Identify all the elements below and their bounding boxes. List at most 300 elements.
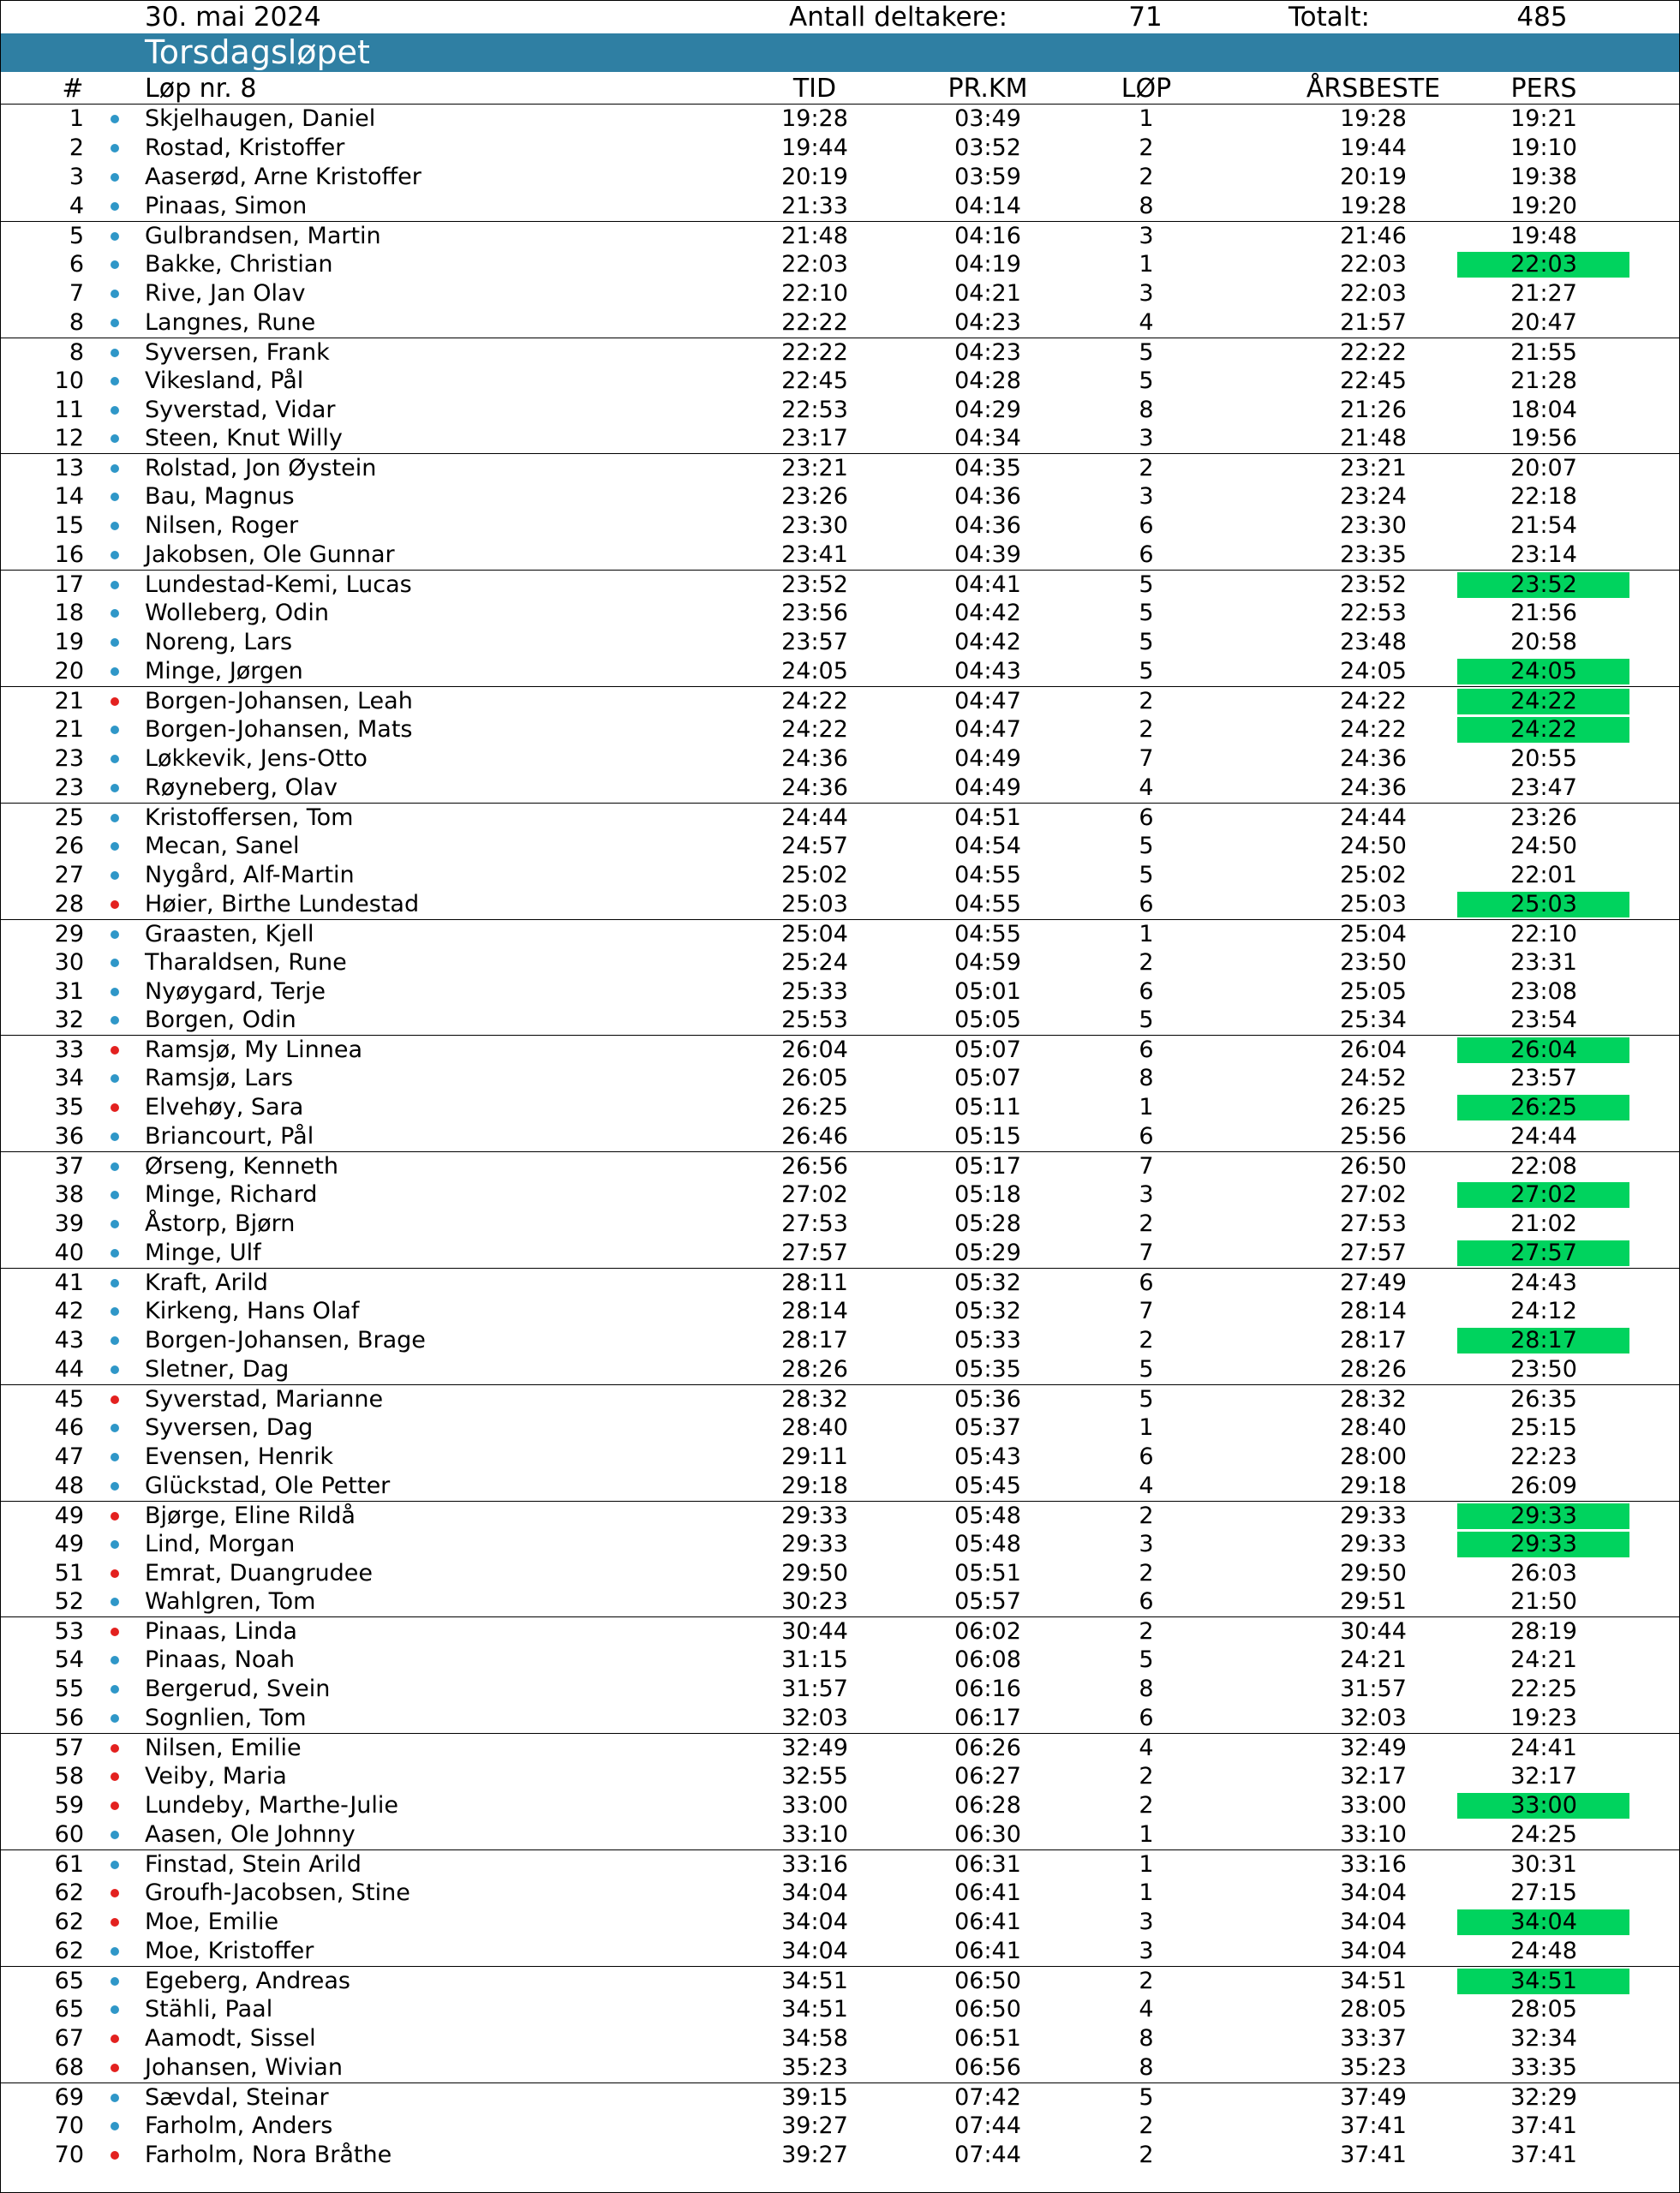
personal-best-cell: 27:57 <box>1510 1240 1577 1267</box>
table-row <box>1 1501 1679 1530</box>
personal-best-cell: 23:54 <box>1510 1007 1577 1034</box>
season-best-cell: 29:51 <box>1340 1588 1407 1616</box>
season-best-cell: 23:52 <box>1340 571 1407 599</box>
time-cell: 23:56 <box>781 600 848 627</box>
table-row <box>1 105 1679 134</box>
pace-cell: 04:47 <box>954 688 1021 714</box>
personal-best-cell: 19:20 <box>1510 192 1577 219</box>
time-cell: 23:21 <box>781 455 848 482</box>
runs-cell: 3 <box>1139 1937 1154 1964</box>
season-best-cell: 28:32 <box>1340 1385 1407 1413</box>
rank-cell: 47 <box>54 1443 84 1470</box>
time-cell: 34:04 <box>781 1937 848 1964</box>
table-row <box>1 453 1679 482</box>
rank-cell: 8 <box>69 338 84 366</box>
female-dot-icon <box>111 1569 119 1578</box>
male-dot-icon <box>111 842 119 851</box>
female-dot-icon <box>111 1918 119 1927</box>
rank-cell: 17 <box>54 571 84 599</box>
pace-cell: 06:56 <box>954 2053 1021 2081</box>
name-cell: Nilsen, Emilie <box>145 1735 302 1762</box>
rank-cell: 42 <box>54 1297 84 1324</box>
male-dot-icon <box>111 1424 119 1432</box>
pace-cell: 06:27 <box>954 1763 1021 1790</box>
name-cell: Rolstad, Jon Øystein <box>145 455 377 482</box>
personal-best-cell: 33:00 <box>1510 1792 1577 1820</box>
table-row <box>1 250 1679 279</box>
rank-cell: 8 <box>69 308 84 336</box>
season-best-cell: 23:48 <box>1340 629 1407 656</box>
rank-cell: 41 <box>54 1270 84 1296</box>
runs-cell: 6 <box>1139 1705 1154 1732</box>
runs-cell: 3 <box>1139 1181 1154 1209</box>
table-row <box>1 948 1679 977</box>
name-cell: Farholm, Nora Bråthe <box>145 2141 392 2168</box>
time-cell: 28:17 <box>781 1326 848 1353</box>
pace-cell: 04:49 <box>954 774 1021 801</box>
personal-best-cell: 23:50 <box>1510 1355 1577 1383</box>
rank-cell: 1 <box>69 105 84 132</box>
personal-best-cell: 24:25 <box>1510 1821 1577 1849</box>
personal-best-cell: 23:52 <box>1510 571 1577 599</box>
season-best-cell: 19:44 <box>1340 134 1407 161</box>
season-best-cell: 20:19 <box>1340 163 1407 190</box>
season-best-cell: 23:30 <box>1340 512 1407 540</box>
time-cell: 34:58 <box>781 2024 848 2052</box>
pace-cell: 05:11 <box>954 1094 1021 1121</box>
time-cell: 34:04 <box>781 1879 848 1906</box>
participants-count: 71 <box>1128 2 1163 33</box>
total-count: 485 <box>1516 2 1568 33</box>
pace-cell: 06:50 <box>954 1967 1021 1994</box>
male-dot-icon <box>111 959 119 967</box>
pace-cell: 06:30 <box>954 1821 1021 1849</box>
pace-cell: 05:29 <box>954 1240 1021 1267</box>
name-cell: Vikesland, Pål <box>145 367 304 394</box>
rank-cell: 45 <box>54 1385 84 1413</box>
name-cell: Noreng, Lars <box>145 629 293 656</box>
personal-best-cell: 27:02 <box>1510 1181 1577 1209</box>
male-dot-icon <box>111 1540 119 1549</box>
season-best-cell: 22:45 <box>1340 367 1407 394</box>
name-cell: Farholm, Anders <box>145 2112 333 2139</box>
runs-cell: 2 <box>1139 1502 1154 1529</box>
male-dot-icon <box>111 1482 119 1491</box>
male-dot-icon <box>111 1453 119 1461</box>
personal-best-cell: 28:19 <box>1510 1618 1577 1646</box>
runs-cell: 5 <box>1139 1007 1154 1034</box>
name-cell: Wolleberg, Odin <box>145 600 329 627</box>
personal-best-cell: 24:12 <box>1510 1297 1577 1324</box>
name-cell: Lundestad-Kemi, Lucas <box>145 571 412 599</box>
name-cell: Syverstad, Marianne <box>145 1385 384 1413</box>
table-row <box>1 221 1679 250</box>
male-dot-icon <box>111 1714 119 1723</box>
time-cell: 22:10 <box>781 279 848 307</box>
female-dot-icon <box>111 697 119 706</box>
runs-cell: 2 <box>1139 1792 1154 1820</box>
female-dot-icon <box>111 1628 119 1636</box>
table-row <box>1 163 1679 192</box>
pace-cell: 05:05 <box>954 1007 1021 1034</box>
name-cell: Wahlgren, Tom <box>145 1588 316 1616</box>
season-best-cell: 32:03 <box>1340 1705 1407 1732</box>
season-best-cell: 27:02 <box>1340 1181 1407 1209</box>
table-row <box>1 1530 1679 1559</box>
table-row <box>1 1995 1679 2024</box>
time-cell: 33:00 <box>781 1792 848 1820</box>
personal-best-cell: 34:04 <box>1510 1908 1577 1935</box>
male-dot-icon <box>111 638 119 647</box>
season-best-cell: 21:57 <box>1340 308 1407 336</box>
pace-cell: 05:33 <box>954 1326 1021 1353</box>
runs-cell: 1 <box>1139 1094 1154 1121</box>
female-dot-icon <box>111 1744 119 1753</box>
name-cell: Rostad, Kristoffer <box>145 134 345 161</box>
runs-cell: 2 <box>1139 1967 1154 1994</box>
pace-cell: 05:01 <box>954 977 1021 1005</box>
time-cell: 35:23 <box>781 2053 848 2081</box>
name-cell: Borgen-Johansen, Brage <box>145 1326 426 1353</box>
female-dot-icon <box>111 2151 119 2160</box>
pace-cell: 04:47 <box>954 715 1021 743</box>
pace-cell: 04:42 <box>954 600 1021 627</box>
name-cell: Moe, Emilie <box>145 1908 279 1935</box>
personal-best-cell: 23:47 <box>1510 774 1577 801</box>
rank-cell: 13 <box>54 455 84 482</box>
rank-cell: 49 <box>54 1530 84 1557</box>
table-row <box>1 744 1679 774</box>
male-dot-icon <box>111 144 119 152</box>
rank-cell: 36 <box>54 1123 84 1150</box>
runs-cell: 8 <box>1139 396 1154 423</box>
pace-cell: 04:28 <box>954 367 1021 394</box>
male-dot-icon <box>111 726 119 734</box>
time-cell: 23:52 <box>781 571 848 599</box>
table-header <box>1 72 1679 105</box>
season-best-cell: 27:57 <box>1340 1240 1407 1267</box>
rank-cell: 18 <box>54 600 84 627</box>
pace-cell: 05:35 <box>954 1355 1021 1383</box>
name-cell: Minge, Jørgen <box>145 658 303 685</box>
pace-cell: 04:29 <box>954 396 1021 423</box>
name-cell: Åstorp, Bjørn <box>145 1210 296 1238</box>
personal-best-cell: 26:09 <box>1510 1472 1577 1499</box>
female-dot-icon <box>111 1395 119 1404</box>
rank-cell: 10 <box>54 367 84 394</box>
personal-best-cell: 20:55 <box>1510 744 1577 772</box>
header-runs: LØP <box>1121 74 1172 104</box>
season-best-cell: 29:33 <box>1340 1530 1407 1557</box>
season-best-cell: 23:50 <box>1340 948 1407 976</box>
male-dot-icon <box>111 1016 119 1025</box>
rank-cell: 53 <box>54 1618 84 1646</box>
season-best-cell: 22:53 <box>1340 600 1407 627</box>
rank-cell: 39 <box>54 1210 84 1238</box>
runs-cell: 6 <box>1139 1123 1154 1150</box>
male-dot-icon <box>111 1191 119 1199</box>
male-dot-icon <box>111 930 119 939</box>
female-dot-icon <box>111 900 119 909</box>
pace-cell: 04:35 <box>954 455 1021 482</box>
name-cell: Skjelhaugen, Daniel <box>145 105 376 132</box>
rank-cell: 62 <box>54 1937 84 1964</box>
season-best-cell: 27:53 <box>1340 1210 1407 1238</box>
time-cell: 25:33 <box>781 977 848 1005</box>
personal-best-cell: 19:21 <box>1510 105 1577 132</box>
rank-cell: 12 <box>54 425 84 452</box>
total-label: Totalt: <box>1288 2 1370 33</box>
season-best-cell: 28:05 <box>1340 1995 1407 2023</box>
personal-best-cell: 24:21 <box>1510 1646 1577 1674</box>
name-cell: Borgen-Johansen, Leah <box>145 688 413 714</box>
name-cell: Stähli, Paal <box>145 1995 273 2023</box>
female-dot-icon <box>111 1512 119 1521</box>
runs-cell: 2 <box>1139 1559 1154 1586</box>
runs-cell: 8 <box>1139 192 1154 219</box>
male-dot-icon <box>111 377 119 385</box>
male-dot-icon <box>111 1279 119 1288</box>
name-cell: Syverstad, Vidar <box>145 396 336 423</box>
pace-cell: 07:44 <box>954 2112 1021 2139</box>
runs-cell: 6 <box>1139 1588 1154 1616</box>
time-cell: 28:32 <box>781 1385 848 1413</box>
season-best-cell: 26:25 <box>1340 1094 1407 1121</box>
season-best-cell: 24:50 <box>1340 832 1407 859</box>
rank-cell: 55 <box>54 1676 84 1703</box>
time-cell: 29:11 <box>781 1443 848 1470</box>
season-best-cell: 26:04 <box>1340 1037 1407 1064</box>
personal-best-cell: 22:18 <box>1510 483 1577 511</box>
pace-cell: 06:31 <box>954 1851 1021 1878</box>
name-cell: Syversen, Dag <box>145 1413 314 1441</box>
rank-cell: 44 <box>54 1355 84 1383</box>
rank-cell: 52 <box>54 1588 84 1616</box>
season-best-cell: 33:16 <box>1340 1851 1407 1878</box>
season-best-cell: 19:28 <box>1340 105 1407 132</box>
pace-cell: 05:18 <box>954 1181 1021 1209</box>
season-best-cell: 24:22 <box>1340 688 1407 714</box>
pace-cell: 05:48 <box>954 1502 1021 1529</box>
personal-best-cell: 21:27 <box>1510 279 1577 307</box>
pace-cell: 04:14 <box>954 192 1021 219</box>
male-dot-icon <box>111 1074 119 1083</box>
rank-cell: 27 <box>54 861 84 888</box>
time-cell: 32:55 <box>781 1763 848 1790</box>
rank-cell: 65 <box>54 1995 84 2023</box>
male-dot-icon <box>111 871 119 880</box>
personal-best-cell: 24:43 <box>1510 1270 1577 1296</box>
male-dot-icon <box>111 1336 119 1345</box>
table-row <box>1 1035 1679 1064</box>
time-cell: 27:57 <box>781 1240 848 1267</box>
name-cell: Nyøygard, Terje <box>145 977 326 1005</box>
season-best-cell: 29:50 <box>1340 1559 1407 1586</box>
name-cell: Lind, Morgan <box>145 1530 296 1557</box>
personal-best-cell: 23:26 <box>1510 804 1577 831</box>
pace-cell: 03:52 <box>954 134 1021 161</box>
runs-cell: 1 <box>1139 920 1154 947</box>
runs-cell: 5 <box>1139 1385 1154 1413</box>
personal-best-cell: 26:03 <box>1510 1559 1577 1586</box>
table-row <box>1 1849 1679 1879</box>
season-best-cell: 28:26 <box>1340 1355 1407 1383</box>
personal-best-cell: 34:51 <box>1510 1967 1577 1994</box>
runs-cell: 6 <box>1139 890 1154 917</box>
name-cell: Moe, Kristoffer <box>145 1937 314 1964</box>
rank-cell: 68 <box>54 2053 84 2081</box>
male-dot-icon <box>111 1365 119 1374</box>
header-rank: # <box>62 74 84 104</box>
rank-cell: 3 <box>69 163 84 190</box>
personal-best-cell: 20:58 <box>1510 629 1577 656</box>
table-row <box>1 1443 1679 1472</box>
female-dot-icon <box>111 2035 119 2043</box>
table-row <box>1 1733 1679 1762</box>
personal-best-cell: 24:44 <box>1510 1123 1577 1150</box>
table-row <box>1 1006 1679 1035</box>
name-cell: Finstad, Stein Arild <box>145 1851 362 1878</box>
male-dot-icon <box>111 581 119 589</box>
rank-cell: 62 <box>54 1908 84 1935</box>
personal-best-cell: 22:08 <box>1510 1153 1577 1180</box>
pace-cell: 04:49 <box>954 744 1021 772</box>
male-dot-icon <box>111 319 119 327</box>
time-cell: 29:33 <box>781 1502 848 1529</box>
personal-best-cell: 22:03 <box>1510 250 1577 278</box>
pace-cell: 04:59 <box>954 948 1021 976</box>
male-dot-icon <box>111 115 119 123</box>
time-cell: 24:36 <box>781 744 848 772</box>
table-row <box>1 1966 1679 1995</box>
time-cell: 22:03 <box>781 250 848 278</box>
pace-cell: 05:15 <box>954 1123 1021 1150</box>
table-row <box>1 1587 1679 1616</box>
name-cell: Egeberg, Andreas <box>145 1967 350 1994</box>
rank-cell: 60 <box>54 1821 84 1849</box>
runs-cell: 6 <box>1139 1443 1154 1470</box>
male-dot-icon <box>111 349 119 357</box>
time-cell: 28:40 <box>781 1413 848 1441</box>
time-cell: 39:27 <box>781 2112 848 2139</box>
pace-cell: 05:17 <box>954 1153 1021 1180</box>
runs-cell: 6 <box>1139 1037 1154 1064</box>
runs-cell: 2 <box>1139 134 1154 161</box>
rank-cell: 6 <box>69 250 84 278</box>
runs-cell: 2 <box>1139 1618 1154 1646</box>
season-best-cell: 24:36 <box>1340 744 1407 772</box>
personal-best-cell: 19:48 <box>1510 222 1577 249</box>
name-cell: Tharaldsen, Rune <box>145 948 347 976</box>
runs-cell: 5 <box>1139 658 1154 685</box>
runs-cell: 3 <box>1139 483 1154 511</box>
runs-cell: 2 <box>1139 715 1154 743</box>
season-best-cell: 24:22 <box>1340 715 1407 743</box>
personal-best-cell: 32:34 <box>1510 2024 1577 2052</box>
season-best-cell: 29:18 <box>1340 1472 1407 1499</box>
personal-best-cell: 25:15 <box>1510 1413 1577 1441</box>
season-best-cell: 33:37 <box>1340 2024 1407 2052</box>
time-cell: 29:33 <box>781 1530 848 1557</box>
season-best-cell: 23:24 <box>1340 483 1407 511</box>
rank-cell: 23 <box>54 744 84 772</box>
rank-cell: 49 <box>54 1502 84 1529</box>
pace-cell: 04:55 <box>954 861 1021 888</box>
season-best-cell: 34:04 <box>1340 1879 1407 1906</box>
table-row <box>1 367 1679 396</box>
runs-cell: 4 <box>1139 1472 1154 1499</box>
personal-best-cell: 21:50 <box>1510 1588 1577 1616</box>
runs-cell: 5 <box>1139 1646 1154 1674</box>
pace-cell: 05:43 <box>954 1443 1021 1470</box>
pace-cell: 05:36 <box>954 1385 1021 1413</box>
personal-best-cell: 20:07 <box>1510 455 1577 482</box>
name-cell: Syversen, Frank <box>145 338 330 366</box>
name-cell: Nilsen, Roger <box>145 512 299 540</box>
time-cell: 22:45 <box>781 367 848 394</box>
time-cell: 23:41 <box>781 541 848 569</box>
race-number: Løp nr. 8 <box>145 74 257 104</box>
personal-best-cell: 21:56 <box>1510 600 1577 627</box>
personal-best-cell: 24:48 <box>1510 1937 1577 1964</box>
personal-best-cell: 19:56 <box>1510 425 1577 452</box>
table-row <box>1 2082 1679 2112</box>
pace-cell: 04:23 <box>954 338 1021 366</box>
runs-cell: 2 <box>1139 2141 1154 2168</box>
pace-cell: 05:37 <box>954 1413 1021 1441</box>
header-time: TID <box>792 74 837 104</box>
name-cell: Pinaas, Linda <box>145 1618 297 1646</box>
name-cell: Ramsjø, My Linnea <box>145 1037 363 1064</box>
table-row <box>1 511 1679 541</box>
name-cell: Glückstad, Ole Petter <box>145 1472 391 1499</box>
time-cell: 31:57 <box>781 1676 848 1703</box>
personal-best-cell: 22:23 <box>1510 1443 1577 1470</box>
rank-cell: 11 <box>54 396 84 423</box>
personal-best-cell: 19:10 <box>1510 134 1577 161</box>
time-cell: 29:18 <box>781 1472 848 1499</box>
pace-cell: 04:36 <box>954 483 1021 511</box>
table-row <box>1 308 1679 338</box>
male-dot-icon <box>111 232 119 241</box>
runs-cell: 2 <box>1139 948 1154 976</box>
time-cell: 25:04 <box>781 920 848 947</box>
header-personal-best: PERS <box>1510 74 1577 104</box>
time-cell: 28:11 <box>781 1270 848 1296</box>
time-cell: 24:36 <box>781 774 848 801</box>
season-best-cell: 26:50 <box>1340 1153 1407 1180</box>
time-cell: 21:48 <box>781 222 848 249</box>
name-cell: Langnes, Rune <box>145 308 316 336</box>
season-best-cell: 25:05 <box>1340 977 1407 1005</box>
rank-cell: 40 <box>54 1240 84 1267</box>
name-cell: Borgen, Odin <box>145 1007 296 1034</box>
male-dot-icon <box>111 1947 119 1956</box>
pace-cell: 04:34 <box>954 425 1021 452</box>
season-best-cell: 25:34 <box>1340 1007 1407 1034</box>
time-cell: 22:53 <box>781 396 848 423</box>
female-dot-icon <box>111 2064 119 2072</box>
season-best-cell: 29:33 <box>1340 1502 1407 1529</box>
time-cell: 25:24 <box>781 948 848 976</box>
table-row <box>1 774 1679 803</box>
time-cell: 28:14 <box>781 1297 848 1324</box>
personal-best-cell: 37:41 <box>1510 2141 1577 2168</box>
rank-cell: 7 <box>69 279 84 307</box>
male-dot-icon <box>111 493 119 501</box>
name-cell: Løkkevik, Jens-Otto <box>145 744 368 772</box>
name-cell: Minge, Richard <box>145 1181 318 1209</box>
